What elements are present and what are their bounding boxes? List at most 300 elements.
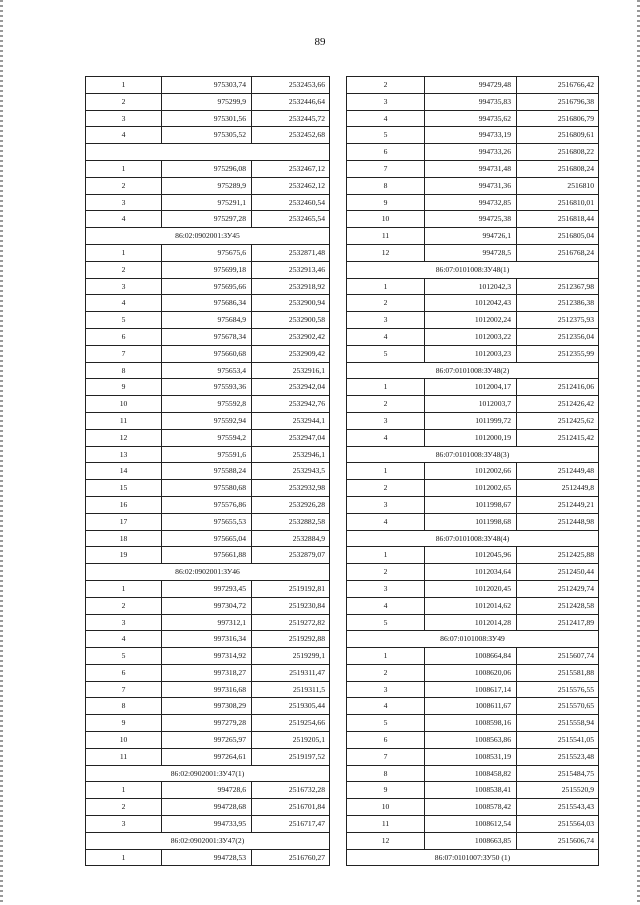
coordinates-table-right	[346, 76, 599, 866]
table-row	[347, 93, 599, 110]
coord-x: 975297,28	[162, 211, 252, 228]
coord-y: 2512416,06	[517, 379, 599, 396]
point-number: 5	[86, 648, 162, 665]
point-number: 1	[347, 648, 425, 665]
point-number: 9	[347, 782, 425, 799]
coord-x: 975699,18	[162, 261, 252, 278]
table-row	[347, 597, 599, 614]
coord-y: 2532884,9	[252, 530, 330, 547]
coord-x: 975594,2	[162, 429, 252, 446]
page-number: 89	[314, 36, 326, 48]
coord-x: 1012014,28	[425, 614, 517, 631]
point-number: 3	[347, 412, 425, 429]
point-number: 11	[86, 748, 162, 765]
parcel-header-row	[347, 362, 599, 379]
parcel-id: 86:02:0902001:ЗУ47(1)	[86, 765, 330, 782]
table-row	[347, 328, 599, 345]
coord-x: 975580,68	[162, 480, 252, 497]
table-row	[86, 328, 330, 345]
coord-y: 2515576,55	[517, 681, 599, 698]
coord-x: 1008611,67	[425, 698, 517, 715]
table-row	[347, 194, 599, 211]
coord-x: 997304,72	[162, 597, 252, 614]
table-row	[86, 244, 330, 261]
table-row	[86, 664, 330, 681]
table-row	[347, 110, 599, 127]
point-number: 8	[86, 362, 162, 379]
coord-y: 2519197,52	[252, 748, 330, 765]
table-row	[86, 849, 330, 866]
parcel-header-row	[86, 144, 330, 161]
coord-y: 2516809,61	[517, 127, 599, 144]
point-number: 5	[86, 312, 162, 329]
coord-y: 2515558,94	[517, 715, 599, 732]
point-number: 3	[347, 580, 425, 597]
point-number: 10	[86, 396, 162, 413]
coord-x: 975299,9	[162, 93, 252, 110]
parcel-id: 86:07:0101007:ЗУ50 (1)	[347, 849, 599, 866]
point-number: 2	[347, 664, 425, 681]
table-row	[347, 127, 599, 144]
point-number: 3	[347, 681, 425, 698]
coord-x: 975665,04	[162, 530, 252, 547]
coord-y: 2532926,28	[252, 496, 330, 513]
table-row	[347, 547, 599, 564]
table-row	[86, 715, 330, 732]
table-row	[86, 631, 330, 648]
coord-y: 2519192,81	[252, 580, 330, 597]
coord-y: 2516810	[517, 177, 599, 194]
coord-y: 2515541,05	[517, 732, 599, 749]
table-row	[347, 345, 599, 362]
coord-y: 2532882,58	[252, 513, 330, 530]
scan-edge-left	[0, 0, 3, 905]
parcel-header-row	[347, 261, 599, 278]
parcel-id: 86:07:0101008:ЗУ48(1)	[347, 261, 599, 278]
coord-y: 2532900,58	[252, 312, 330, 329]
coord-y: 2515564,03	[517, 816, 599, 833]
point-number: 3	[347, 93, 425, 110]
table-row	[86, 816, 330, 833]
coord-y: 2532446,64	[252, 93, 330, 110]
point-number: 1	[347, 379, 425, 396]
point-number: 3	[347, 496, 425, 513]
point-number: 3	[86, 614, 162, 631]
coord-y: 2532879,07	[252, 547, 330, 564]
point-number: 3	[86, 194, 162, 211]
coord-y: 2519292,88	[252, 631, 330, 648]
coord-y: 2532462,12	[252, 177, 330, 194]
parcel-header-row	[86, 228, 330, 245]
point-number: 2	[86, 261, 162, 278]
coord-x: 1012000,19	[425, 429, 517, 446]
table-row	[347, 412, 599, 429]
point-number: 1	[86, 77, 162, 94]
coord-y: 2532460,54	[252, 194, 330, 211]
point-number: 12	[347, 244, 425, 261]
coord-y: 2532467,12	[252, 160, 330, 177]
coord-x: 975660,68	[162, 345, 252, 362]
coord-x: 997308,29	[162, 698, 252, 715]
coord-y: 2532947,04	[252, 429, 330, 446]
coord-x: 997316,68	[162, 681, 252, 698]
coord-x: 994728,68	[162, 799, 252, 816]
table-row	[86, 530, 330, 547]
coord-y: 2515543,43	[517, 799, 599, 816]
coord-x: 994728,5	[425, 244, 517, 261]
parcel-header-row	[347, 631, 599, 648]
point-number: 5	[347, 345, 425, 362]
coord-y: 2512417,89	[517, 614, 599, 631]
point-number: 4	[86, 127, 162, 144]
parcel-header-row	[347, 446, 599, 463]
coord-y: 2512448,98	[517, 513, 599, 530]
point-number: 2	[347, 564, 425, 581]
coord-y: 2512367,98	[517, 278, 599, 295]
coord-y: 2532909,42	[252, 345, 330, 362]
table-row	[86, 513, 330, 530]
table-row	[347, 715, 599, 732]
point-number: 18	[86, 530, 162, 547]
table-row	[86, 732, 330, 749]
coord-x: 994728,53	[162, 849, 252, 866]
point-number: 5	[347, 614, 425, 631]
coord-x: 1008617,14	[425, 681, 517, 698]
coord-x: 975686,34	[162, 295, 252, 312]
table-row	[347, 77, 599, 94]
table-row	[347, 732, 599, 749]
coord-y: 2512450,44	[517, 564, 599, 581]
table-row	[86, 127, 330, 144]
coord-y: 2516806,79	[517, 110, 599, 127]
table-row	[347, 816, 599, 833]
table-row	[86, 799, 330, 816]
coord-y: 2516796,38	[517, 93, 599, 110]
table-row	[86, 261, 330, 278]
coordinates-table-left	[85, 76, 330, 866]
coord-x: 997293,45	[162, 580, 252, 597]
coord-x: 1012003,7	[425, 396, 517, 413]
coord-y: 2532946,1	[252, 446, 330, 463]
coord-x: 994731,48	[425, 160, 517, 177]
point-number: 17	[86, 513, 162, 530]
coord-x: 1011998,68	[425, 513, 517, 530]
point-number: 12	[86, 429, 162, 446]
parcel-id: 86:02:0902001:ЗУ47(2)	[86, 832, 330, 849]
table-row	[347, 312, 599, 329]
point-number: 12	[347, 832, 425, 849]
table-row	[86, 748, 330, 765]
table-row	[347, 664, 599, 681]
coord-x: 997279,28	[162, 715, 252, 732]
coord-x: 994735,83	[425, 93, 517, 110]
table-row	[86, 362, 330, 379]
table-row	[86, 597, 330, 614]
point-number: 2	[347, 396, 425, 413]
point-number: 9	[86, 715, 162, 732]
coord-x: 975695,66	[162, 278, 252, 295]
coord-y: 2512356,04	[517, 328, 599, 345]
parcel-id: 86:07:0101008:ЗУ48(3)	[347, 446, 599, 463]
table-row	[347, 144, 599, 161]
coord-y: 2516768,24	[517, 244, 599, 261]
coord-x: 1008598,16	[425, 715, 517, 732]
table-row	[86, 496, 330, 513]
coord-y: 2515606,74	[517, 832, 599, 849]
coord-x: 975305,52	[162, 127, 252, 144]
coord-x: 1008663,85	[425, 832, 517, 849]
coord-y: 2515520,9	[517, 782, 599, 799]
point-number: 15	[86, 480, 162, 497]
coord-y: 2512449,48	[517, 463, 599, 480]
table-row	[347, 379, 599, 396]
point-number: 19	[86, 547, 162, 564]
coord-x: 997318,27	[162, 664, 252, 681]
coord-y: 2516805,04	[517, 228, 599, 245]
coord-x: 997312,1	[162, 614, 252, 631]
point-number: 4	[347, 698, 425, 715]
coord-y: 2519311,47	[252, 664, 330, 681]
coord-x: 975296,08	[162, 160, 252, 177]
coord-x: 975653,4	[162, 362, 252, 379]
coord-y: 2519311,5	[252, 681, 330, 698]
point-number: 9	[86, 379, 162, 396]
point-number: 2	[347, 77, 425, 94]
parcel-header-row	[347, 849, 599, 866]
coord-y: 2519205,1	[252, 732, 330, 749]
table-row	[86, 614, 330, 631]
coord-x: 994726,1	[425, 228, 517, 245]
parcel-header-row	[347, 530, 599, 547]
coord-x: 1008578,42	[425, 799, 517, 816]
point-number: 6	[347, 144, 425, 161]
left-table-body	[86, 77, 330, 866]
point-number: 4	[347, 597, 425, 614]
table-row	[86, 110, 330, 127]
table-row	[86, 698, 330, 715]
point-number: 3	[86, 110, 162, 127]
point-number: 6	[347, 732, 425, 749]
table-row	[347, 211, 599, 228]
coord-x: 1008538,41	[425, 782, 517, 799]
coord-y: 2532913,46	[252, 261, 330, 278]
table-row	[347, 765, 599, 782]
coord-x: 1008620,06	[425, 664, 517, 681]
point-number: 2	[86, 177, 162, 194]
table-row	[86, 194, 330, 211]
coord-x: 1012002,65	[425, 480, 517, 497]
coord-x: 994728,6	[162, 782, 252, 799]
coord-x: 1011999,72	[425, 412, 517, 429]
point-number: 7	[86, 345, 162, 362]
point-number: 1	[86, 160, 162, 177]
coord-y: 2532916,1	[252, 362, 330, 379]
coord-y: 2532453,66	[252, 77, 330, 94]
table-row	[347, 782, 599, 799]
table-row	[86, 446, 330, 463]
table-row	[347, 799, 599, 816]
table-row	[86, 782, 330, 799]
coord-y: 2516701,84	[252, 799, 330, 816]
coord-y: 2519230,84	[252, 597, 330, 614]
table-row	[347, 681, 599, 698]
coord-x: 997316,34	[162, 631, 252, 648]
point-number: 8	[347, 177, 425, 194]
table-row	[86, 177, 330, 194]
table-row	[347, 564, 599, 581]
coord-x: 1008612,54	[425, 816, 517, 833]
point-number: 11	[86, 412, 162, 429]
point-number: 10	[347, 799, 425, 816]
point-number: 1	[86, 782, 162, 799]
point-number: 8	[86, 698, 162, 715]
coord-x: 975593,36	[162, 379, 252, 396]
coord-x: 1012003,23	[425, 345, 517, 362]
coord-y: 2512375,93	[517, 312, 599, 329]
coord-y: 2532942,76	[252, 396, 330, 413]
table-row	[86, 547, 330, 564]
coord-y: 2512449,8	[517, 480, 599, 497]
table-row	[86, 429, 330, 446]
point-number: 2	[86, 799, 162, 816]
coord-y: 2532465,54	[252, 211, 330, 228]
table-row	[86, 345, 330, 362]
coord-y: 2512425,62	[517, 412, 599, 429]
point-number: 7	[347, 748, 425, 765]
coord-y: 2512425,88	[517, 547, 599, 564]
parcel-id: 86:07:0101008:ЗУ48(4)	[347, 530, 599, 547]
coord-x: 975303,74	[162, 77, 252, 94]
coord-y: 2512449,21	[517, 496, 599, 513]
point-number: 7	[347, 160, 425, 177]
coord-y: 2532902,42	[252, 328, 330, 345]
coord-x: 975588,24	[162, 463, 252, 480]
parcel-id: 86:07:0101008:ЗУ49	[347, 631, 599, 648]
coord-x: 994733,26	[425, 144, 517, 161]
coord-x: 975592,94	[162, 412, 252, 429]
point-number: 16	[86, 496, 162, 513]
point-number: 9	[347, 194, 425, 211]
point-number: 1	[347, 463, 425, 480]
coord-x: 975684,9	[162, 312, 252, 329]
coord-x: 975678,34	[162, 328, 252, 345]
parcel-id: 86:02:0902001:ЗУ45	[86, 228, 330, 245]
table-row	[86, 480, 330, 497]
table-row	[86, 379, 330, 396]
table-row	[347, 228, 599, 245]
coord-x: 1012045,96	[425, 547, 517, 564]
coord-x: 1012034,64	[425, 564, 517, 581]
coord-y: 2515607,74	[517, 648, 599, 665]
coord-y: 2532932,98	[252, 480, 330, 497]
table-row	[347, 580, 599, 597]
point-number: 3	[86, 816, 162, 833]
point-number: 10	[347, 211, 425, 228]
coord-x: 994731,36	[425, 177, 517, 194]
coord-x: 1008664,84	[425, 648, 517, 665]
coord-y: 2512386,38	[517, 295, 599, 312]
coord-x: 1012042,3	[425, 278, 517, 295]
coord-x: 1012003,22	[425, 328, 517, 345]
coord-x: 975592,8	[162, 396, 252, 413]
point-number: 2	[86, 93, 162, 110]
coord-x: 1012042,43	[425, 295, 517, 312]
table-row	[86, 77, 330, 94]
right-table-body	[347, 77, 599, 866]
table-row	[86, 580, 330, 597]
table-row	[86, 396, 330, 413]
coord-x: 975655,53	[162, 513, 252, 530]
coord-x: 975661,88	[162, 547, 252, 564]
table-row	[347, 160, 599, 177]
table-row	[86, 93, 330, 110]
coord-x: 975675,6	[162, 244, 252, 261]
table-row	[347, 244, 599, 261]
coord-x: 997314,92	[162, 648, 252, 665]
point-number: 2	[86, 597, 162, 614]
coord-x: 975591,6	[162, 446, 252, 463]
coord-x: 1012020,45	[425, 580, 517, 597]
point-number: 11	[347, 816, 425, 833]
table-row	[347, 429, 599, 446]
coord-x: 975291,1	[162, 194, 252, 211]
coord-y: 2532918,92	[252, 278, 330, 295]
coord-x: 1012002,24	[425, 312, 517, 329]
point-number: 1	[86, 244, 162, 261]
coord-x: 994735,62	[425, 110, 517, 127]
coord-x: 994733,19	[425, 127, 517, 144]
table-row	[86, 160, 330, 177]
table-row	[347, 496, 599, 513]
coord-x: 1012014,62	[425, 597, 517, 614]
point-number: 10	[86, 732, 162, 749]
point-number: 4	[347, 429, 425, 446]
coord-x: 997265,97	[162, 732, 252, 749]
table-row	[347, 614, 599, 631]
point-number: 5	[347, 715, 425, 732]
coord-x: 994729,48	[425, 77, 517, 94]
coord-y: 2516808,22	[517, 144, 599, 161]
table-row	[86, 295, 330, 312]
coord-y: 2512429,74	[517, 580, 599, 597]
table-row	[86, 681, 330, 698]
table-row	[86, 211, 330, 228]
coord-y: 2512355,99	[517, 345, 599, 362]
coord-y: 2519272,82	[252, 614, 330, 631]
coord-x: 1012002,66	[425, 463, 517, 480]
coord-y: 2516810,01	[517, 194, 599, 211]
point-number: 3	[86, 278, 162, 295]
point-number: 7	[86, 681, 162, 698]
table-row	[347, 748, 599, 765]
coord-y: 2512426,42	[517, 396, 599, 413]
coord-y: 2532445,72	[252, 110, 330, 127]
point-number: 1	[86, 849, 162, 866]
coord-y: 2532452,68	[252, 127, 330, 144]
coord-x: 1012004,17	[425, 379, 517, 396]
point-number: 4	[347, 513, 425, 530]
point-number: 1	[347, 547, 425, 564]
coord-y: 2512415,42	[517, 429, 599, 446]
parcel-id: 86:02:0902001:ЗУ46	[86, 564, 330, 581]
coord-y: 2532944,1	[252, 412, 330, 429]
coord-y: 2515570,65	[517, 698, 599, 715]
point-number: 4	[347, 328, 425, 345]
parcel-header-row	[86, 765, 330, 782]
coord-x: 975289,9	[162, 177, 252, 194]
coord-y: 2519254,66	[252, 715, 330, 732]
point-number: 4	[347, 110, 425, 127]
